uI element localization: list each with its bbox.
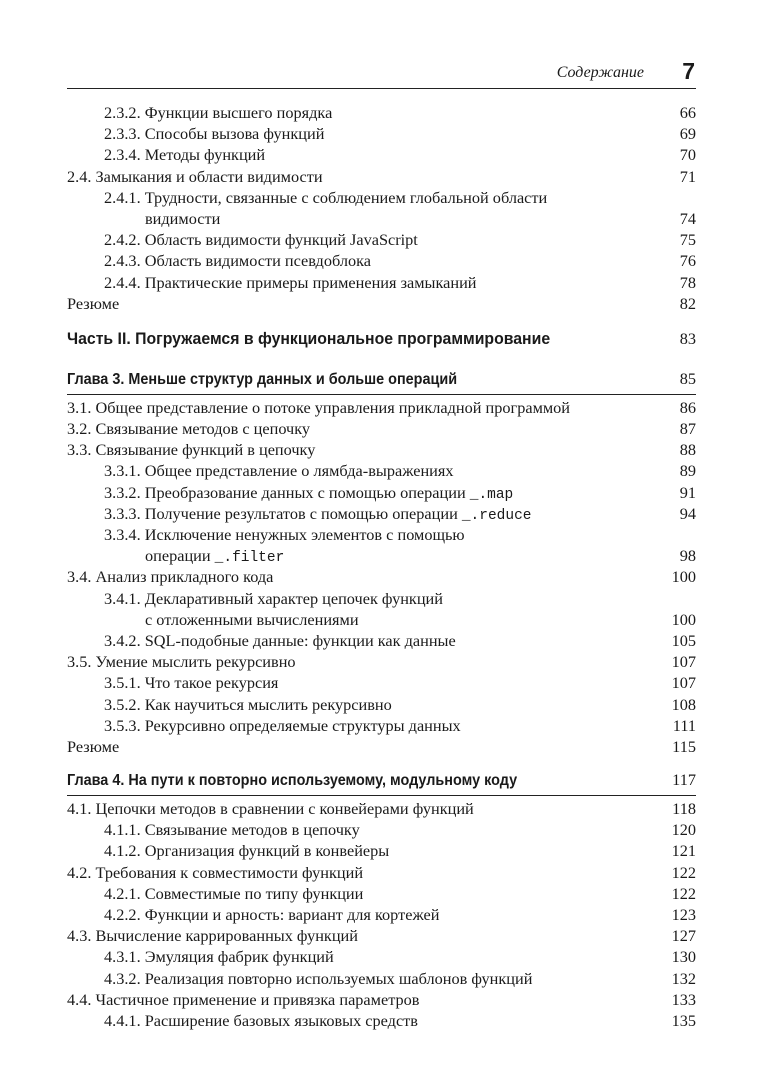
toc-entry-text: Резюме — [67, 293, 120, 313]
toc-entry-title — [104, 819, 360, 840]
toc-entry-title — [104, 524, 465, 545]
toc-entry — [67, 651, 696, 672]
toc-page-number: 130 — [671, 947, 696, 967]
toc-entry — [67, 715, 696, 736]
toc-entry — [67, 545, 696, 566]
toc-entry — [67, 272, 696, 293]
toc-entry-title — [104, 123, 324, 144]
toc-entry — [67, 144, 696, 165]
toc-entry-text: 3.2. Связывание методов с цепочку — [67, 419, 311, 439]
toc-entry-text: видимости — [145, 208, 221, 228]
toc-entry-text: 3.4.2. SQL-подобные данные: функции как данные — [104, 630, 456, 650]
toc-entry — [67, 630, 696, 651]
toc-entry-title — [104, 694, 392, 715]
toc-entry — [67, 418, 696, 439]
toc-page-number: 83 — [679, 328, 696, 348]
toc-entry — [67, 482, 696, 503]
toc-entry — [67, 819, 696, 840]
toc-entry-text: 2.3.4. Методы функций — [104, 145, 266, 165]
toc-entry-title — [67, 418, 310, 439]
toc-page-number: 107 — [671, 673, 696, 693]
toc-entry — [67, 123, 696, 144]
toc-entry-text: 3.3.2. Преобразование данных с помощью операции — [104, 482, 470, 502]
toc-entry — [67, 904, 696, 925]
table-of-contents — [67, 102, 696, 1031]
toc-entry-text: 4.1. Цепочки методов в сравнении с конвейерами функций — [67, 799, 474, 819]
toc-page-number: 133 — [671, 989, 696, 1009]
toc-entry-text: Резюме — [67, 736, 120, 756]
toc-entry-text: 4.2.2. Функции и арность: вариант для кортежей — [104, 905, 440, 924]
toc-entry-title — [104, 1010, 418, 1031]
toc-page-number: 121 — [671, 841, 696, 861]
toc-page-number: 76 — [679, 251, 696, 271]
toc-entry-text: 4.3.2. Реализация повторно используемых шаблонов функций — [104, 968, 533, 988]
toc-page-number: 115 — [672, 736, 696, 756]
toc-entry-title — [104, 588, 443, 609]
toc-entry-title — [104, 144, 265, 165]
toc-entry-title — [67, 439, 315, 460]
toc-entry-text: 3.5.1. Что такое рекурсия — [104, 673, 279, 693]
toc-entry-code: _.reduce — [461, 507, 532, 524]
toc-entry — [67, 293, 696, 314]
toc-entry-title — [104, 840, 389, 861]
toc-entry — [67, 460, 696, 481]
toc-entry — [67, 862, 696, 883]
toc-entry — [67, 609, 696, 630]
toc-entry-text: 3.3. Связывание функций в цепочку — [67, 440, 316, 460]
toc-entry-title — [67, 736, 119, 757]
toc-entry-text: 4.2.1. Совместимые по типу функции — [104, 883, 364, 903]
toc-entry-text: 4.2. Требования к совместимости функций — [67, 862, 364, 882]
toc-page-number: 86 — [679, 397, 696, 417]
toc-entry — [67, 925, 696, 946]
toc-entry-text: Глава 4. На пути к повторно используемому, модульному коду — [67, 772, 518, 790]
toc-entry-title — [104, 229, 418, 250]
toc-entry — [67, 672, 696, 693]
toc-entry — [67, 989, 696, 1010]
page-number: 7 — [682, 58, 695, 84]
toc-page-number: 123 — [671, 905, 696, 924]
toc-entry-title — [104, 968, 532, 989]
toc-entry-title — [67, 989, 419, 1010]
toc-entry — [67, 208, 696, 229]
header-title: Содержание — [556, 64, 644, 81]
toc-entry — [67, 524, 696, 545]
toc-page-number: 78 — [679, 272, 696, 292]
toc-page-number: 82 — [679, 293, 696, 313]
toc-page-number: 107 — [671, 652, 696, 672]
toc-entry — [67, 397, 696, 418]
toc-entry-text: 4.1.2. Организация функций в конвейеры — [104, 841, 390, 861]
toc-page-number: 122 — [671, 862, 696, 882]
toc-entry-text: 4.3. Вычисление каррированных функций — [67, 926, 358, 946]
toc-entry-title — [67, 862, 363, 883]
toc-entry-title — [104, 715, 461, 736]
toc-page-number: 87 — [679, 419, 696, 439]
toc-entry-text: 3.3.1. Общее представление о лямбда-выражениях — [104, 461, 454, 481]
toc-page-number: 135 — [671, 1010, 696, 1030]
toc-page-number: 71 — [679, 166, 696, 186]
toc-page-number: 98 — [679, 546, 696, 566]
toc-page-number: 118 — [672, 799, 696, 819]
toc-page-number: 120 — [671, 820, 696, 840]
toc-entry — [67, 187, 696, 208]
toc-page-number: 127 — [671, 926, 696, 946]
toc-entry-title — [104, 672, 278, 693]
toc-entry-text: 2.4.2. Область видимости функций JavaScript — [104, 230, 418, 250]
toc-entry — [67, 229, 696, 250]
toc-entry-text: 3.5.2. Как научиться мыслить рекурсивно — [104, 694, 392, 714]
toc-entry-text: 2.4. Замыкания и области видимости — [67, 166, 323, 186]
toc-entry-title — [67, 766, 517, 796]
toc-entry-title — [104, 102, 332, 123]
toc-entry-title — [104, 904, 439, 925]
toc-entry-text: 3.5.3. Рекурсивно определяемые структуры данных — [104, 715, 461, 735]
toc-page-number: 91 — [679, 482, 696, 502]
toc-entry-title — [67, 397, 570, 418]
toc-page-number: 69 — [679, 124, 696, 144]
toc-entry — [67, 736, 696, 757]
toc-entry-text: 3.5. Умение мыслить рекурсивно — [67, 652, 296, 672]
toc-entry-text: Часть II. Погружаемся в функциональное программирование — [67, 328, 551, 348]
toc-entry — [67, 166, 696, 187]
toc-entry-text: 3.1. Общее представление о потоке управления прикладной программой — [67, 397, 571, 417]
toc-page-number: 108 — [671, 694, 696, 714]
toc-page-number: 105 — [671, 630, 696, 650]
toc-page-number: 74 — [679, 208, 696, 228]
toc-entry-text: Глава 3. Меньше структур данных и больше операций — [67, 370, 458, 388]
toc-entry-title — [67, 566, 273, 587]
toc-entry — [67, 883, 696, 904]
toc-chapter-heading — [67, 765, 696, 796]
toc-entry — [67, 250, 696, 271]
toc-entry — [67, 566, 696, 587]
toc-entry-title — [104, 272, 477, 293]
toc-entry-text: 4.4.1. Расширение базовых языковых средств — [104, 1010, 418, 1030]
toc-entry-text: 2.4.3. Область видимости псевдоблока — [104, 251, 372, 271]
toc-entry-title — [104, 946, 334, 967]
toc-entry-text: 3.3.3. Получение результатов с помощью операции — [104, 503, 462, 523]
toc-entry-title — [67, 166, 323, 187]
toc-entry-text: 4.3.1. Эмуляция фабрик функций — [104, 947, 334, 967]
toc-entry-title — [67, 293, 119, 314]
toc-entry-text: 2.3.3. Способы вызова функций — [104, 124, 325, 144]
toc-entry-text: 3.3.4. Исключение ненужных элементов с помощью — [104, 525, 465, 544]
toc-page-number: 117 — [672, 770, 696, 790]
toc-entry — [67, 968, 696, 989]
toc-entry-title — [104, 250, 371, 271]
toc-entry — [67, 102, 696, 123]
toc-entry-title — [67, 925, 358, 946]
toc-page-number: 70 — [679, 145, 696, 165]
toc-entry-title — [67, 322, 550, 356]
toc-entry-text: 3.4.1. Декларативный характер цепочек функций — [104, 588, 443, 608]
toc-entry-title — [145, 609, 359, 630]
toc-entry-title — [67, 798, 474, 819]
toc-entry — [67, 694, 696, 715]
toc-page-number: 75 — [679, 230, 696, 250]
toc-entry-title — [104, 883, 363, 904]
toc-entry-text: 2.4.4. Практические примеры применения замыканий — [104, 272, 477, 292]
toc-entry-title — [104, 460, 454, 481]
toc-entry — [67, 946, 696, 967]
toc-entry-text: 2.4.1. Трудности, связанные с соблюдением глобальной области — [104, 187, 548, 207]
toc-entry-text: 4.4. Частичное применение и привязка параметров — [67, 989, 420, 1009]
toc-entry-text: 4.1.1. Связывание методов в цепочку — [104, 820, 360, 840]
toc-entry-title — [104, 630, 456, 651]
toc-entry-text: операции — [145, 546, 215, 566]
toc-entry — [67, 1010, 696, 1031]
toc-page-number: 122 — [671, 883, 696, 903]
toc-page-number: 100 — [671, 567, 696, 587]
toc-entry-text: с отложенными вычислениями — [145, 609, 359, 629]
toc-entry — [67, 798, 696, 819]
toc-entry-text: 2.3.2. Функции высшего порядка — [104, 103, 333, 122]
toc-chapter-heading — [67, 364, 696, 395]
toc-page-number: 94 — [679, 503, 696, 523]
toc-entry-title — [104, 187, 547, 208]
toc-entry — [67, 503, 696, 524]
toc-entry — [67, 588, 696, 609]
running-header — [67, 58, 696, 89]
toc-page-number: 111 — [672, 715, 696, 735]
toc-entry-title — [145, 208, 220, 229]
toc-page-number: 85 — [679, 368, 696, 388]
toc-page-number: 89 — [679, 461, 696, 481]
toc-page-number: 66 — [679, 103, 696, 122]
toc-entry-title — [67, 651, 296, 672]
toc-part-heading — [67, 322, 696, 356]
toc-entry-title — [67, 365, 457, 395]
toc-page-number: 132 — [671, 968, 696, 988]
toc-entry — [67, 840, 696, 861]
toc-page-number: 88 — [679, 440, 696, 460]
toc-page-number: 100 — [671, 609, 696, 629]
toc-entry-text: 3.4. Анализ прикладного кода — [67, 567, 274, 587]
toc-entry — [67, 439, 696, 460]
toc-entry-code: _.map — [469, 486, 514, 503]
toc-entry-code: _.filter — [214, 550, 285, 567]
